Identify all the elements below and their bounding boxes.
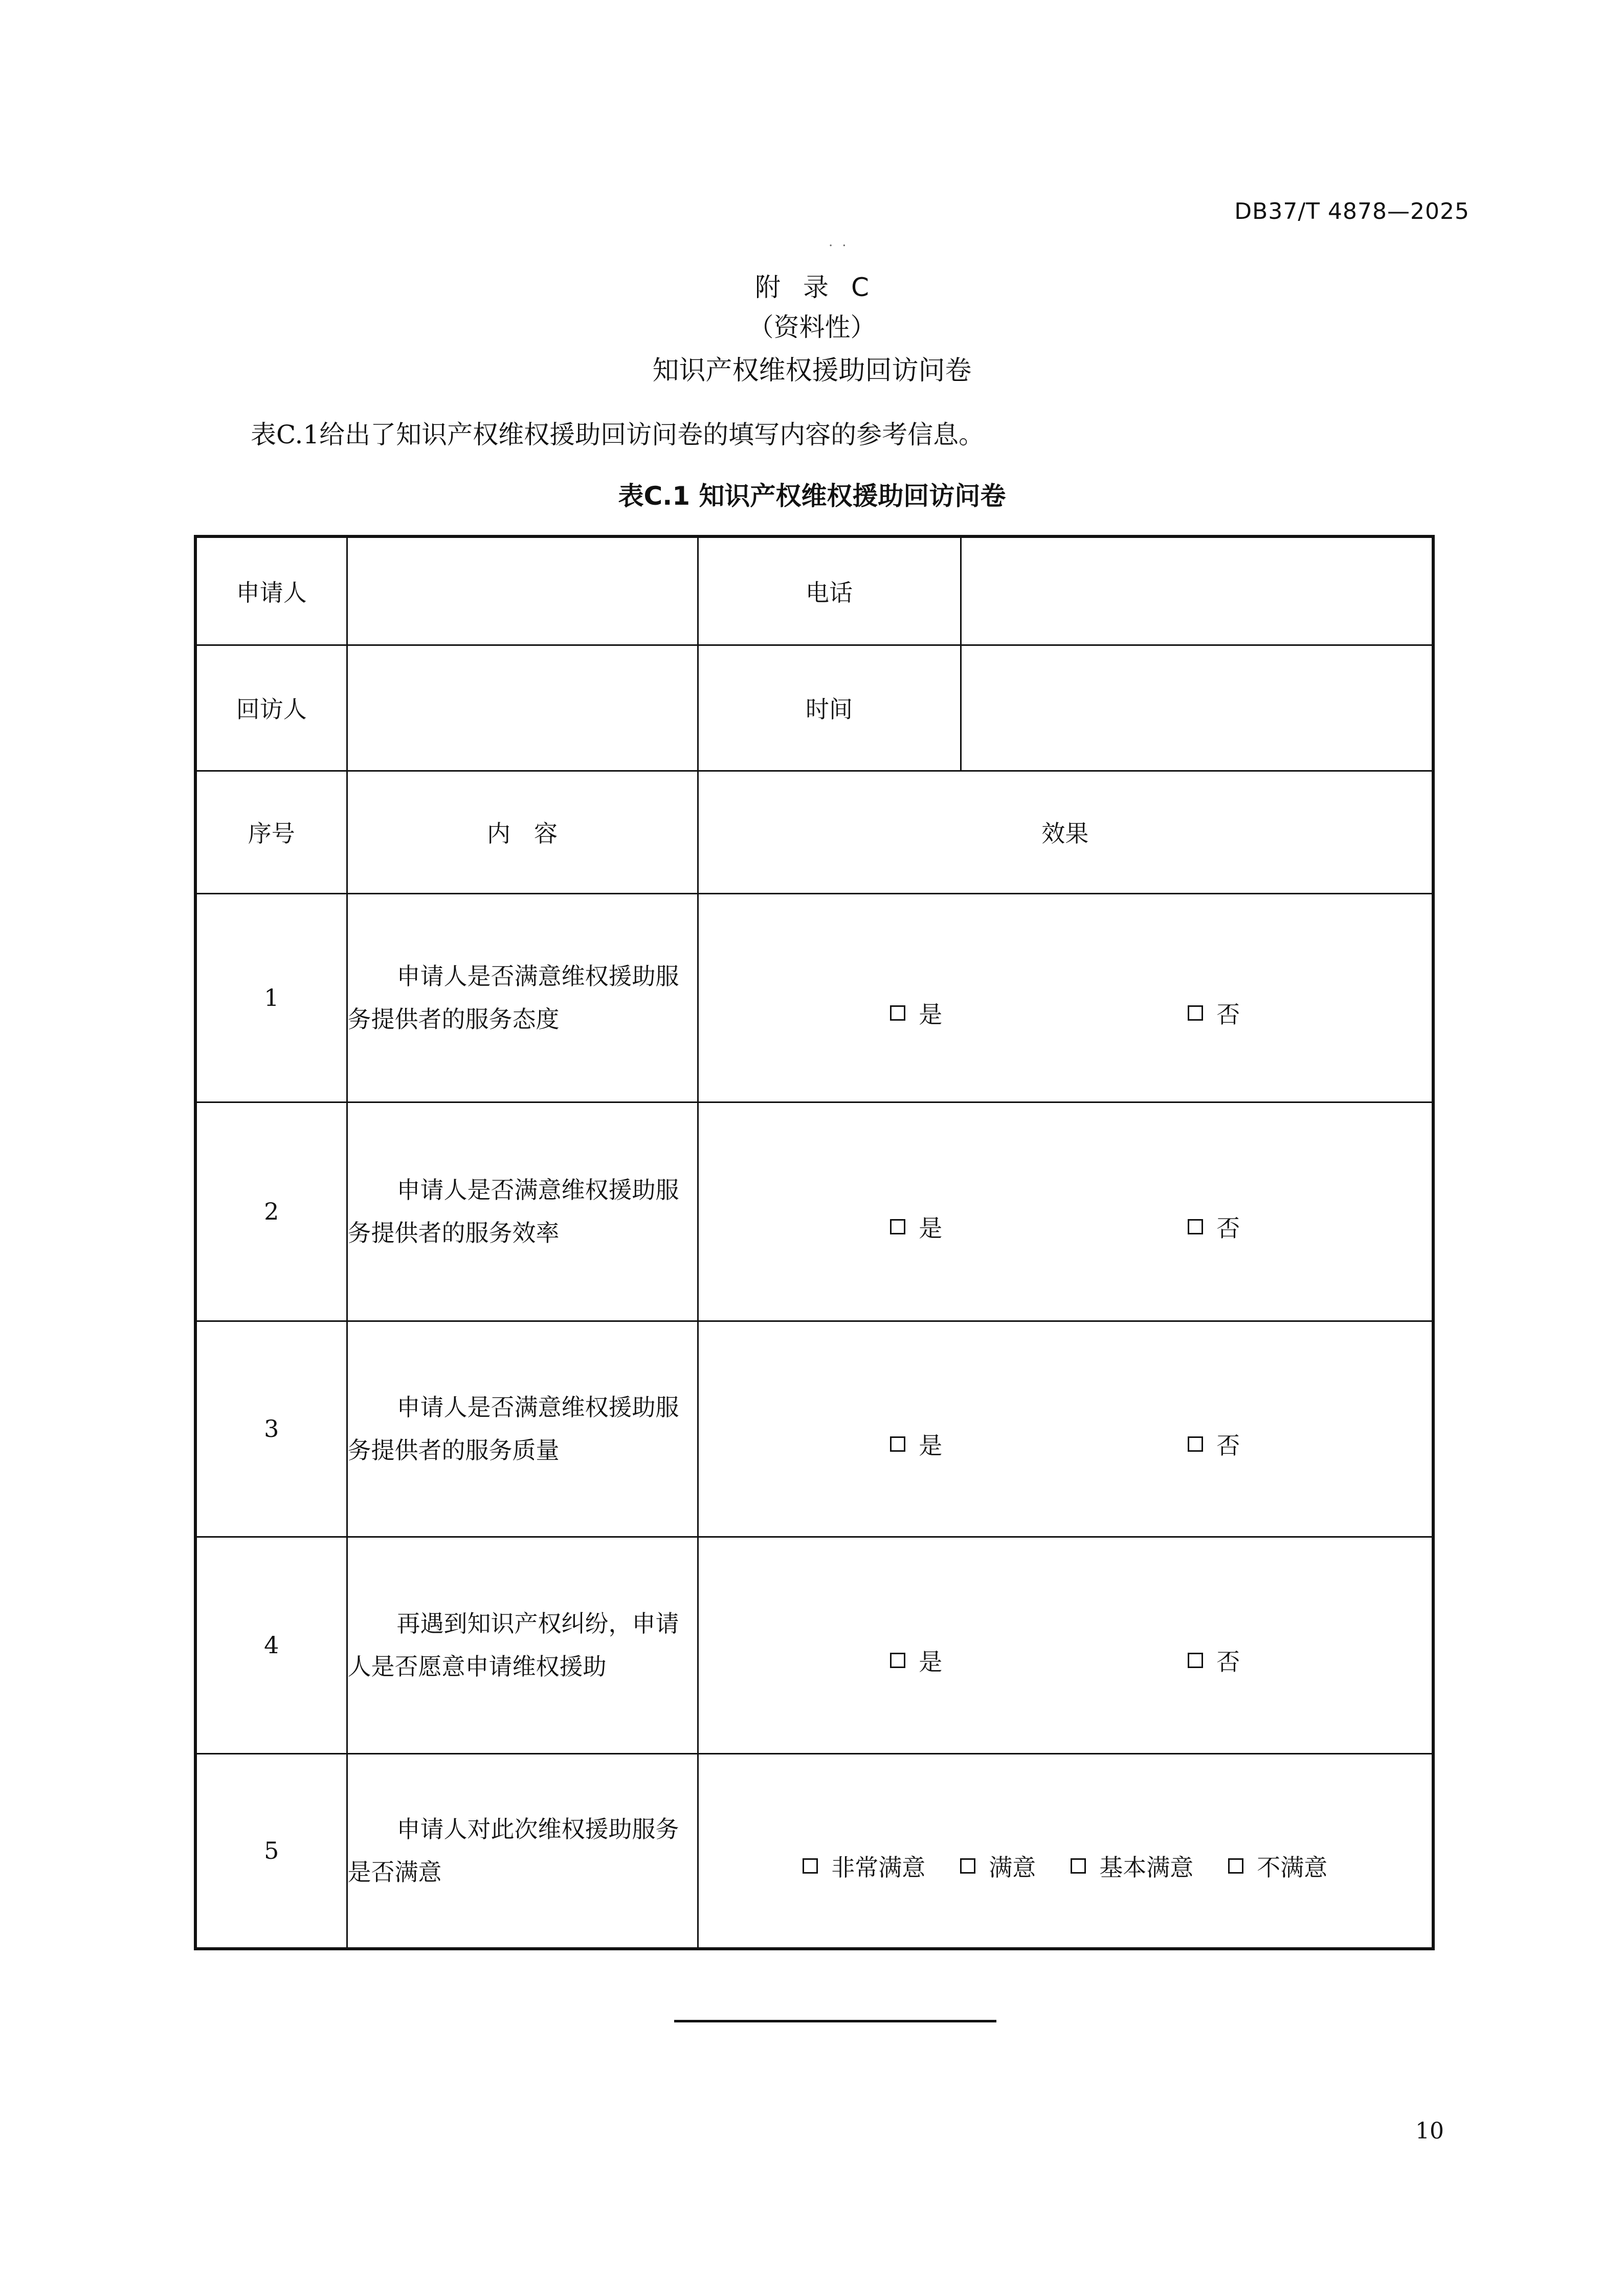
checkbox-icon (890, 1653, 905, 1668)
option-yes[interactable]: 是 (890, 1427, 942, 1461)
header-content: 内 容 (347, 771, 698, 893)
page-number: 10 (1415, 2118, 1444, 2144)
option-no[interactable]: 否 (1188, 1427, 1240, 1461)
row-options (698, 1102, 1433, 1321)
phone-label: 电话 (698, 536, 961, 645)
visitor-row (195, 645, 1433, 771)
row-index: 4 (195, 1537, 347, 1753)
table-row (195, 893, 1433, 1102)
header-index: 序号 (195, 771, 347, 893)
row-content-text: 申请人是否满意维权援助服务提供者的服务态度 (347, 962, 679, 1033)
row-options (698, 1753, 1433, 1949)
header-row (195, 771, 1433, 893)
checkbox-icon (890, 1436, 905, 1452)
row-content-text: 申请人是否满意维权援助服务提供者的服务效率 (347, 1176, 679, 1247)
decorative-dots: ·· (829, 238, 856, 254)
checkbox-icon (960, 1858, 975, 1874)
option-yes[interactable]: 是 (890, 996, 942, 1030)
checkbox-icon (803, 1858, 818, 1874)
appendix-nature: （资料性） (748, 312, 876, 342)
table-row (195, 1102, 1433, 1321)
standard-number: DB37/T 4878—2025 (1234, 198, 1470, 224)
applicant-row (195, 536, 1433, 645)
row-index: 5 (195, 1753, 347, 1949)
row-content (347, 893, 698, 1102)
table-row (195, 1753, 1433, 1949)
intro-paragraph: 表C.1给出了知识产权维权援助回访问卷的填写内容的参考信息。 (251, 420, 985, 449)
table-row (195, 1537, 1433, 1753)
option-not-satisfied[interactable]: 不满意 (1228, 1849, 1327, 1883)
option-yes[interactable]: 是 (890, 1210, 942, 1244)
row-options (698, 1321, 1433, 1537)
row-content (347, 1753, 698, 1949)
row-index: 2 (195, 1102, 347, 1321)
phone-field[interactable] (961, 536, 1433, 645)
end-rule (674, 2020, 996, 2022)
table-row (195, 1321, 1433, 1537)
row-content (347, 1321, 698, 1537)
row-content-text: 申请人对此次维权援助服务是否满意 (347, 1815, 679, 1886)
checkbox-icon (1188, 1005, 1203, 1021)
row-content (347, 1102, 698, 1321)
questionnaire-table (194, 535, 1435, 1950)
header-effect: 效果 (698, 771, 1433, 893)
checkbox-icon (1228, 1858, 1243, 1874)
row-index: 3 (195, 1321, 347, 1537)
checkbox-icon (890, 1219, 905, 1234)
row-content (347, 1537, 698, 1753)
option-satisfied[interactable]: 满意 (960, 1849, 1036, 1883)
row-options (698, 893, 1433, 1102)
option-no[interactable]: 否 (1188, 996, 1240, 1030)
time-field[interactable] (961, 645, 1433, 771)
option-no[interactable]: 否 (1188, 1210, 1240, 1244)
row-content-text: 申请人是否满意维权援助服务提供者的服务质量 (347, 1393, 679, 1464)
option-no[interactable]: 否 (1188, 1644, 1240, 1677)
checkbox-icon (890, 1005, 905, 1021)
option-basically-satisfied[interactable]: 基本满意 (1071, 1849, 1193, 1883)
checkbox-icon (1188, 1653, 1203, 1668)
applicant-field[interactable] (347, 536, 698, 645)
appendix-title: 知识产权维权援助回访问卷 (652, 355, 972, 386)
row-options (698, 1537, 1433, 1753)
option-yes[interactable]: 是 (890, 1644, 942, 1677)
visitor-label: 回访人 (195, 645, 347, 771)
appendix-label: 附录C (755, 273, 892, 302)
checkbox-icon (1188, 1219, 1203, 1234)
time-label: 时间 (698, 645, 961, 771)
applicant-label: 申请人 (195, 536, 347, 645)
row-index: 1 (195, 893, 347, 1102)
checkbox-icon (1071, 1858, 1086, 1874)
option-very-satisfied[interactable]: 非常满意 (803, 1849, 925, 1883)
table-caption: 表C.1 知识产权维权援助回访问卷 (618, 481, 1006, 511)
visitor-field[interactable] (347, 645, 698, 771)
checkbox-icon (1188, 1436, 1203, 1452)
row-content-text: 再遇到知识产权纠纷，申请人是否愿意申请维权援助 (347, 1610, 679, 1680)
